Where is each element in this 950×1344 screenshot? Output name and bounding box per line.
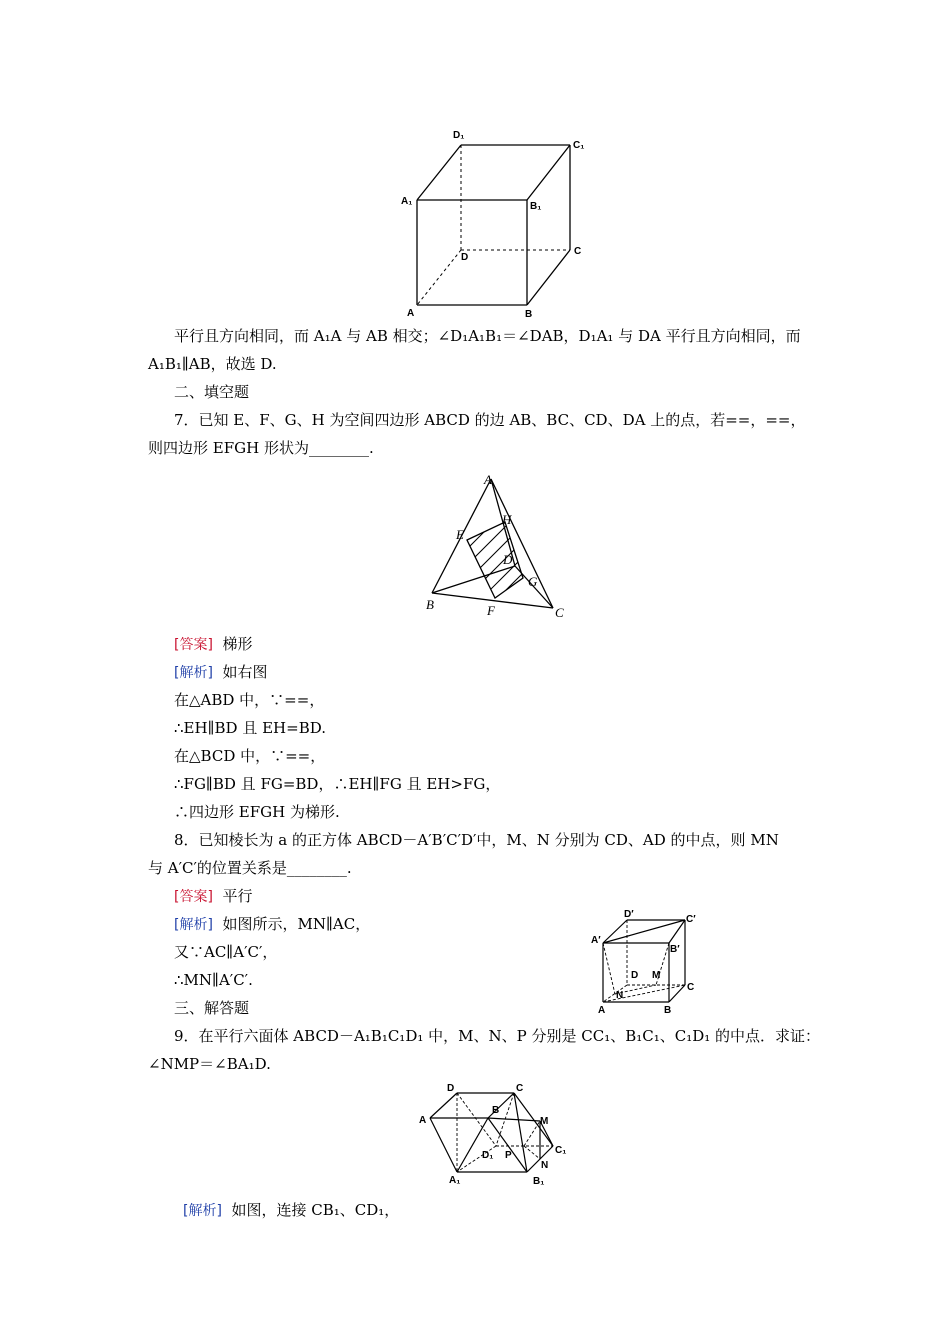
label-c: C — [574, 246, 582, 257]
label-d1: D₁ — [453, 130, 465, 141]
text-line: A₁B₁∥AB，故选 D. — [148, 355, 277, 373]
section-heading: 二、填空题 — [174, 383, 250, 401]
question-8: 8．已知棱长为 a 的正方体 ABCD－A′B′C′D′中，M、N 分别为 CD、AD 的中点，则 MN — [174, 831, 779, 849]
label-b1: B₁ — [530, 201, 542, 212]
section-heading: 三、解答题 — [174, 999, 250, 1017]
label-a: A — [598, 1005, 606, 1016]
label-b: B — [664, 1005, 672, 1016]
label-e: E — [456, 527, 464, 542]
label-d: D — [461, 252, 469, 263]
label-h: H — [502, 512, 512, 527]
solution-line: 又∵AC∥A′C′， — [174, 943, 278, 961]
label-c1: C₁ — [555, 1145, 567, 1156]
label-b: B — [426, 597, 434, 612]
label-d1: D₁ — [482, 1150, 494, 1161]
analysis-tag: [解析] — [174, 665, 213, 681]
label-a1: A₁ — [401, 196, 413, 207]
question-7-cont: 则四边形 EFGH 形状为________. — [148, 439, 374, 457]
answer-value: 梯形 — [222, 635, 253, 653]
label-g: G — [528, 574, 538, 589]
text-line: 平行且方向相同，而 A₁A 与 AB 相交；∠D₁A₁B₁＝∠DAB，D₁A₁ 与 DA 平行且方向相同，而 — [174, 327, 801, 345]
label-b: B — [492, 1105, 500, 1116]
label-b1: B₁ — [533, 1176, 545, 1187]
question-9-cont: ∠NMP＝∠BA₁D. — [148, 1055, 271, 1073]
label-b: B — [525, 309, 533, 320]
label-c1: C₁ — [573, 140, 585, 151]
answer-tag: [答案] — [174, 889, 213, 905]
label-n: N — [541, 1160, 549, 1171]
solution-line: ∴MN∥A′C′. — [174, 971, 253, 989]
answer-value: 平行 — [222, 887, 253, 905]
question-9: 9．在平行六面体 ABCD－A₁B₁C₁D₁ 中，M、N、P 分别是 CC₁、B₁C₁、C₁D₁ 的中点．求证： — [174, 1027, 821, 1045]
analysis-tag: [解析] — [183, 1203, 222, 1219]
label-b-prime: B′ — [670, 944, 680, 955]
label-a: A — [419, 1115, 427, 1126]
label-m: M — [652, 970, 661, 981]
analysis-tag: [解析] — [174, 917, 213, 933]
solution-line: 在△BCD 中，∵==， — [174, 747, 326, 765]
label-d: D — [447, 1083, 455, 1094]
analysis-line — [183, 1200, 399, 1221]
analysis-text: 如图，连接 CB₁、CD₁， — [231, 1201, 400, 1219]
label-d: D — [503, 552, 513, 567]
label-a1: A₁ — [449, 1175, 461, 1186]
answer-tag: [答案] — [174, 637, 213, 653]
solution-line: ∴四边形 EFGH 为梯形. — [174, 803, 340, 821]
label-n: N — [616, 990, 624, 1001]
label-c: C — [687, 982, 695, 993]
analysis-text: 如图所示，MN∥AC， — [222, 915, 371, 933]
label-c: C — [516, 1083, 524, 1094]
question-7: 7．已知 E、F、G、H 为空间四边形 ABCD 的边 AB、BC、CD、DA 上的点，若==，==， — [174, 411, 806, 429]
solution-line: ∴EH∥BD 且 EH=BD. — [174, 719, 326, 737]
label-a-prime: A′ — [591, 935, 601, 946]
analysis-text: 如右图 — [222, 663, 268, 681]
label-a: A — [484, 472, 492, 487]
label-d: D — [631, 970, 639, 981]
label-c: C — [555, 605, 564, 620]
label-a: A — [407, 308, 415, 319]
label-c-prime: C′ — [686, 914, 696, 925]
label-p: P — [505, 1150, 512, 1161]
label-f: F — [487, 603, 495, 618]
label-d-prime: D′ — [624, 909, 634, 920]
label-m: M — [540, 1116, 549, 1127]
question-8-cont: 与 A′C′的位置关系是________. — [148, 859, 352, 877]
solution-line: 在△ABD 中，∵==， — [174, 691, 325, 709]
solution-line: ∴FG∥BD 且 FG=BD，∴EH∥FG 且 EH>FG， — [174, 775, 501, 793]
